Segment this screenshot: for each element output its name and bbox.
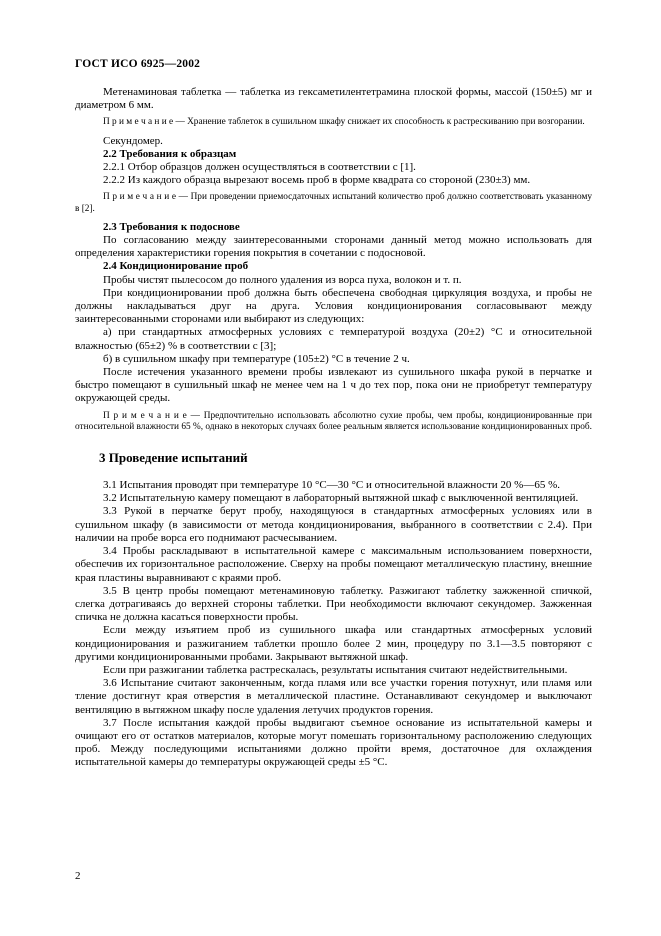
page-number: 2 bbox=[75, 870, 81, 882]
paragraph: По согласованию между заинтересованными сторонами данный метод можно использовать для определения характеристики горения покрытия в сочетании с подосновой. bbox=[75, 234, 592, 260]
paragraph: 2.2.2 Из каждого образца вырезают восемь проб в форме квадрата со стороной (230±3) мм. bbox=[103, 174, 531, 187]
paragraph: После истечения указанного времени пробы извлекают из сушильного шкафа рукой в перчатке и быстро помещают в сушильный шкаф не менее чем на 1 ч до тех пор, пока они не приобретут температуру окружающей среды. bbox=[75, 366, 592, 405]
document-body bbox=[75, 86, 592, 770]
note-paragraph: П р и м е ч а н и е — Хранение таблеток в сушильном шкафу снижает их способность к растрескиванию при возгорании. bbox=[103, 117, 585, 128]
paragraph: 3.5 В центр пробы помещают метенаминовую таблетку. Разжигают таблетку зажженной спичкой, слегка дотрагиваясь до верхней стороны таблетки. При необходимости включают секундомер. Зажженная спичка не должна касаться поверхности пробы. bbox=[75, 584, 592, 624]
document-header-standard-number: ГОСТ ИСО 6925—2002 bbox=[75, 58, 201, 70]
paragraph: Пробы чистят пылесосом до полного удаления из ворса пуха, волокон и т. п. bbox=[103, 273, 462, 286]
paragraph: 3.7 После испытания каждой пробы выдвигают съемное основание из испытательной камеры и очищают его от остатков материалов, которые могут помешать горизонтальному расположению следующих проб. Между последующими испытаниями должно пройти время, достаточное для охлаждения испытательной камеры до температуры окружающей среды ±5 °С. bbox=[75, 716, 592, 769]
subsection-heading: 2.4 Кондиционирование проб bbox=[103, 260, 249, 273]
paragraph: 3.2 Испытательную камеру помещают в лабораторный вытяжной шкаф с выключенной вентиляцией. bbox=[103, 492, 579, 505]
paragraph: Метенаминовая таблетка — таблетка из гексаметилентетрамина плоской формы, массой (150±5) мг и диаметром 6 мм. bbox=[75, 86, 592, 112]
note-paragraph: П р и м е ч а н и е — Предпочтительно использовать абсолютно сухие пробы, чем пробы, кондиционированные при относительной влажности 65 %, однако в некоторых случаях более реальным является использование кондиционированных проб. bbox=[75, 410, 592, 432]
paragraph: 3.4 Пробы раскладывают в испытательной камере с максимальным использованием поверхности, обеспечив их горизонтальное расположение. Сверху на пробы помещают металлическую пластину, внешние края пластины выравнивают с краями проб. bbox=[75, 545, 592, 584]
subsection-heading: 2.2 Требования к образцам bbox=[103, 147, 237, 160]
paragraph: а) при стандартных атмосферных условиях с температурой воздуха (20±2) °С и относительной влажностью (65±2) % в соответствии с [3]; bbox=[75, 326, 592, 352]
paragraph: При кондиционировании проб должна быть обеспечена свободная циркуляция воздуха, и пробы не должны накладываться друг на друга. Условия кондиционирования согласовывают между заинтересованными сторонами или выбирают из следующих: bbox=[75, 286, 592, 326]
paragraph: 3.1 Испытания проводят при температуре 10 °С—30 °С и относительной влажности 20 %—65 %. bbox=[103, 479, 560, 492]
paragraph: б) в сушильном шкафу при температуре (105±2) °С в течение 2 ч. bbox=[103, 352, 410, 365]
paragraph: 2.2.1 Отбор образцов должен осуществляться в соответствии с [1]. bbox=[103, 161, 416, 174]
paragraph: 3.6 Испытание считают законченным, когда пламя или все участки горения потухнут, или пламя или тление достигнут края отверстия в металлической пластине. Останавливают секундомер и выключают вентиляцию в вытяжном шкафу после удаления летучих продуктов горения. bbox=[75, 677, 592, 716]
note-paragraph: П р и м е ч а н и е — При проведении приемосдаточных испытаний количество проб должно соответствовать указанному в [2]. bbox=[75, 192, 592, 214]
paragraph: Если при разжигании таблетка растрескалась, результаты испытания считают недействительными. bbox=[103, 663, 568, 676]
paragraph: Если между изъятием проб из сушильного шкафа или стандартных атмосферных условий кондиционирования и разжиганием таблетки прошло более 2 мин, процедуру по 3.1—3.5 повторяют с другими кондиционированными пробами. Закрывают вытяжной шкаф. bbox=[75, 624, 592, 663]
paragraph: Секундомер. bbox=[103, 134, 163, 147]
subsection-heading: 2.3 Требования к подоснове bbox=[103, 220, 240, 233]
section-heading: 3 Проведение испытаний bbox=[99, 450, 248, 466]
paragraph: 3.3 Рукой в перчатке берут пробу, находящуюся в стандартных атмосферных условиях или в сушильном шкафу (в зависимости от метода кондиционирования, выбранного в соответствии с 2.4). При наличии на пробе ворса его поднимают расчесыванием. bbox=[75, 505, 592, 544]
